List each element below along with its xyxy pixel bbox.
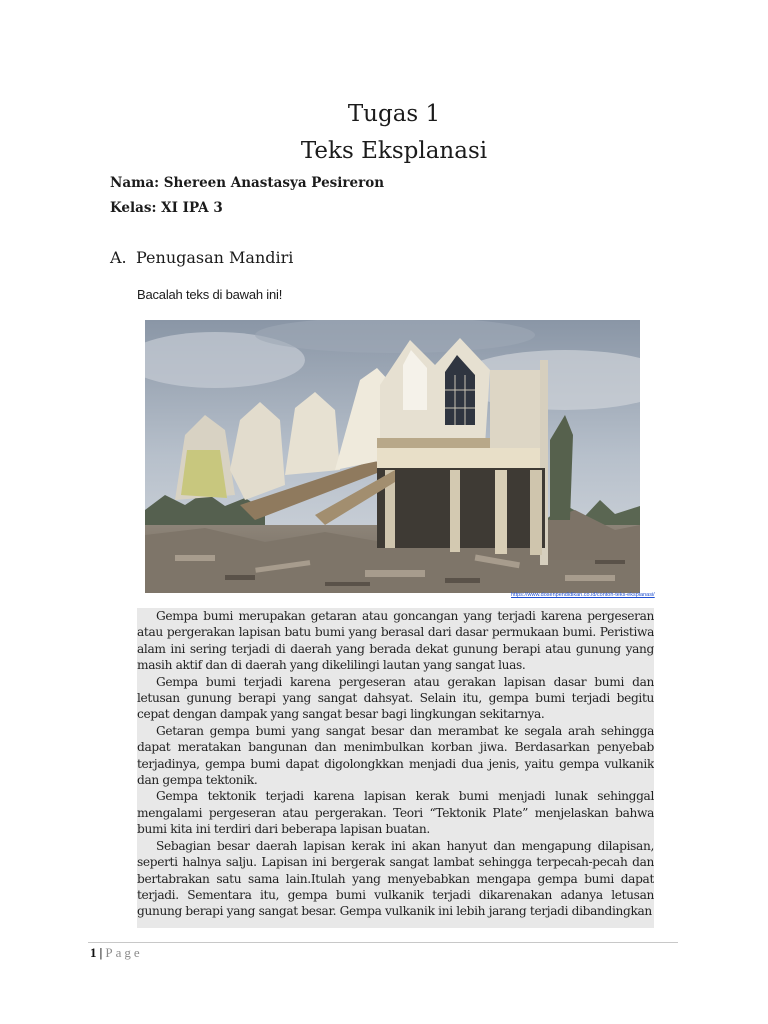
student-name: Nama: Shereen Anastasya Pesireron [110, 175, 385, 191]
page-label: Page [105, 945, 143, 960]
explanation-text [137, 608, 654, 928]
section-letter: A. [110, 248, 127, 267]
page-number: 1 [90, 945, 97, 960]
footer-divider [88, 942, 678, 943]
paragraph: Sebagian besar daerah lapisan kerak ini akan hanyut dan mengapung dilapisan, seperti halnya salju. Lapisan ini bergerak sangat lambat sehingga terpecah-pecah dan bertabrakan satu sama lain.Itulah yang menyebabkan mengapa gempa bumi dapat terjadi. Sementara itu, gempa bumi vulkanik terjadi dikarenakan adanya letusan gunung berapi yang sangat besar. Gempa vulkanik ini lebih jarang terjadi dibandingkan [137, 838, 654, 919]
paragraph: Gempa tektonik terjadi karena lapisan kerak bumi menjadi lunak sehinggal mengalami pergeseran atau pergerakan. Teori “Tektonik Plate” menjelaskan bahwa bumi kita ini terdiri dari beberapa lapisan buatan. [137, 789, 654, 837]
instruction-text: Bacalah teks di bawah ini! [137, 287, 283, 302]
document-title: Tugas 1 [347, 101, 441, 127]
earthquake-photo [145, 320, 640, 593]
section-title: Penugasan Mandiri [136, 248, 294, 267]
page-footer [90, 945, 143, 961]
paragraph: Gempa bumi terjadi karena pergeseran atau gerakan lapisan dasar bumi dan letusan gunung berapi yang sangat dahsyat. Selain itu, gempa bumi terjadi begitu cepat dengan dampak yang sangat besar bagi lingkungan sekitarnya. [137, 674, 654, 722]
student-class: Kelas: XI IPA 3 [110, 200, 223, 216]
footer-separator: | [99, 945, 103, 960]
collapsed-building-image [145, 320, 640, 593]
paragraph: Getaran gempa bumi yang sangat besar dan merambat ke segala arah sehingga dapat meratakan bangunan dan menimbulkan korban jiwa. Berdasarkan penyebab terjadinya, gempa bumi dapat digolongkkan menjadi dua jenis, yaitu gempa vulkanik dan gempa tektonik. [137, 723, 654, 788]
paragraph: Gempa bumi merupakan getaran atau goncangan yang terjadi karena pergeseran atau pergerakan lapisan batu bumi yang berasal dari dasar permukaan bumi. Peristiwa alam ini sering terjadi di daerah yang berada dekat gunung berapi atau gunung yang masih aktif dan di daerah yang dikelilingi lautan yang sangat luas. [137, 609, 654, 673]
document-subtitle: Teks Eksplanasi [300, 138, 488, 164]
section-heading [110, 248, 293, 267]
image-source-link[interactable]: https://www.dosenpendidikan.co.id/contoh-teks-eksplanasi/ [511, 592, 655, 598]
